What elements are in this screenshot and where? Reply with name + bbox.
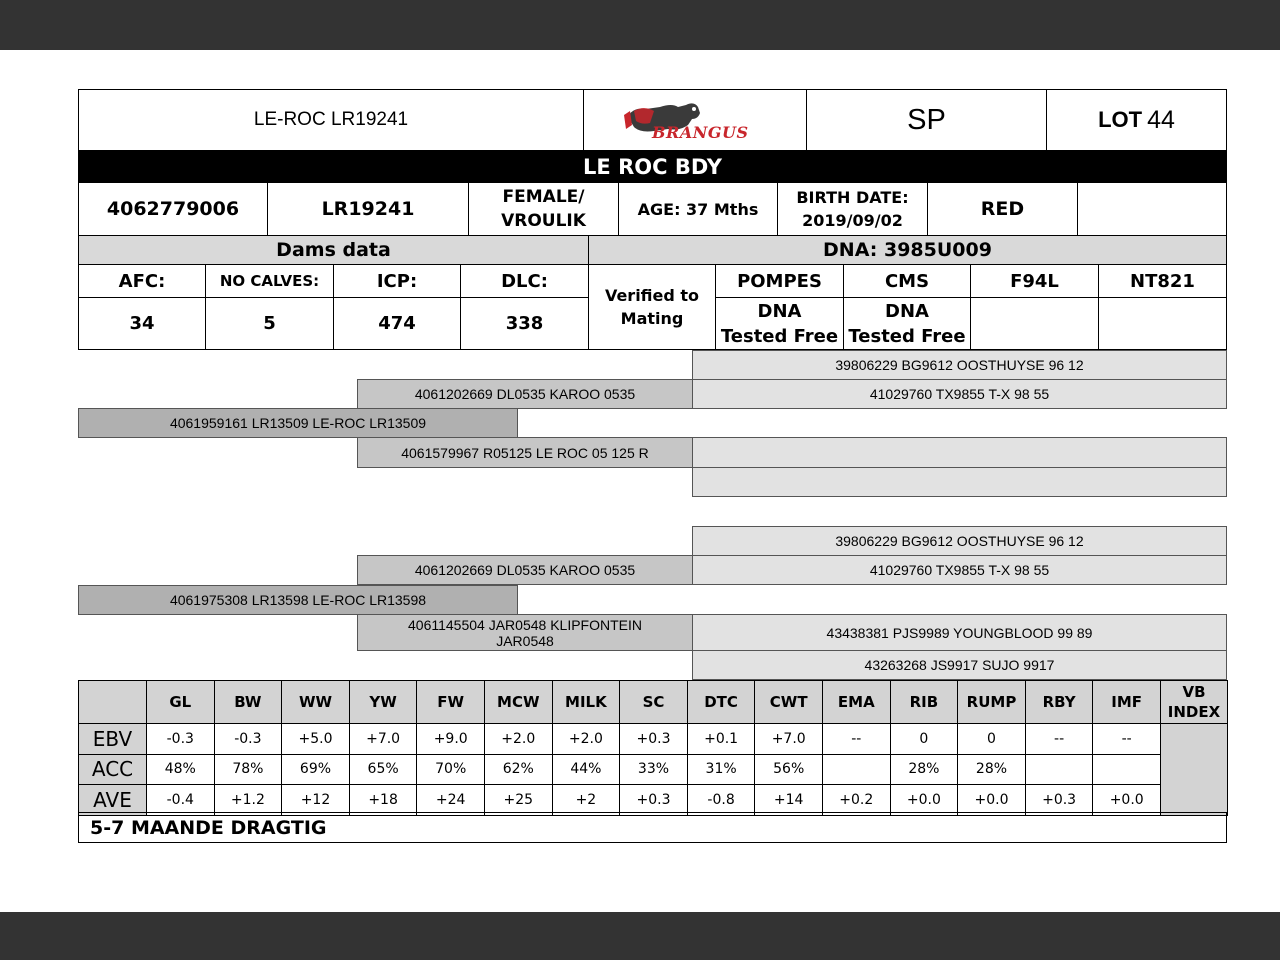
pedigree-sire-sire-dam: 41029760 TX9855 T-X 98 55: [692, 379, 1227, 409]
stats-cell: +0.0: [1092, 784, 1161, 816]
stats-header-fw: FW: [416, 680, 485, 724]
pedigree-dam-dam-dam: 43263268 JS9917 SUJO 9917: [692, 650, 1227, 680]
stats-cell: --: [822, 723, 891, 755]
stats-row-label-ave: AVE: [78, 784, 147, 816]
dna-test-cms: CMS: [843, 264, 971, 298]
lot-box: [1046, 89, 1227, 151]
stats-cell: [1025, 754, 1094, 786]
pregnancy-note: 5-7 MAANDE DRAGTIG: [78, 812, 1227, 843]
stats-cell: 44%: [552, 754, 621, 786]
dna-test-f94l: F94L: [970, 264, 1099, 298]
stats-cell: +7.0: [754, 723, 823, 755]
dams-value-icp: 474: [333, 297, 461, 350]
stats-cell: +2: [552, 784, 621, 816]
stats-header-ww: WW: [281, 680, 350, 724]
dams-data-title: Dams data: [78, 235, 589, 265]
stats-cell: +14: [754, 784, 823, 816]
animal-name: LE ROC BDY: [78, 150, 1227, 183]
stats-header-mcw: MCW: [484, 680, 553, 724]
stats-cell: +0.3: [1025, 784, 1094, 816]
pedigree-sire-sire: 4061202669 DL0535 KAROO 0535: [357, 379, 693, 409]
stats-cell: +2.0: [484, 723, 553, 755]
dna-result-f94l: [970, 297, 1099, 350]
grade: SP: [806, 89, 1047, 151]
pedigree-dam-sire-sire: 39806229 BG9612 OOSTHUYSE 96 12: [692, 526, 1227, 556]
dna-verified: Verified to Mating: [588, 264, 716, 350]
stats-cell: [1092, 754, 1161, 786]
lot-label: LOT: [1098, 107, 1143, 132]
stats-cell: 48%: [146, 754, 215, 786]
stats-cell: +2.0: [552, 723, 621, 755]
logo-text: BRANGUS: [652, 123, 749, 142]
stats-cell: 78%: [214, 754, 283, 786]
stats-header-bw: BW: [214, 680, 283, 724]
stats-cell: +24: [416, 784, 485, 816]
stats-header-gl: GL: [146, 680, 215, 724]
brangus-logo: [583, 89, 807, 151]
info-extra: [1077, 182, 1227, 236]
bottom-bar: [0, 912, 1280, 960]
stats-cell: +0.2: [822, 784, 891, 816]
stats-header-imf: IMF: [1092, 680, 1161, 724]
stats-cell: +0.0: [957, 784, 1026, 816]
top-bar: [0, 0, 1280, 50]
stats-cell: +12: [281, 784, 350, 816]
stats-corner: [78, 680, 147, 724]
stats-cell: +0.0: [890, 784, 959, 816]
stats-header-ema: EMA: [822, 680, 891, 724]
stats-cell: +0.3: [619, 784, 688, 816]
stats-header-rby: RBY: [1025, 680, 1094, 724]
pedigree-dam-dam: 4061145504 JAR0548 KLIPFONTEIN JAR0548: [357, 614, 693, 651]
dams-header-afc: AFC:: [78, 264, 206, 298]
stats-cell: +9.0: [416, 723, 485, 755]
stats-header-rump: RUMP: [957, 680, 1026, 724]
pedigree-dam-sire: 4061202669 DL0535 KAROO 0535: [357, 555, 693, 585]
age: AGE: 37 Mths: [618, 182, 778, 236]
stats-row-label-ebv: EBV: [78, 723, 147, 755]
dna-title: DNA: 3985U009: [588, 235, 1227, 265]
stats-cell: 28%: [957, 754, 1026, 786]
stats-cell: 62%: [484, 754, 553, 786]
stats-cell: -0.8: [687, 784, 756, 816]
stats-cell: 65%: [349, 754, 418, 786]
pedigree-dam: 4061975308 LR13598 LE-ROC LR13598: [78, 585, 518, 615]
dams-header-no-calves: NO CALVES:: [205, 264, 334, 298]
stats-cell: +7.0: [349, 723, 418, 755]
stats-cell: +1.2: [214, 784, 283, 816]
stats-cell: +5.0: [281, 723, 350, 755]
stats-cell: +18: [349, 784, 418, 816]
stats-index-value: [1160, 723, 1228, 816]
stats-header-milk: MILK: [552, 680, 621, 724]
pedigree-sire: 4061959161 LR13509 LE-ROC LR13509: [78, 408, 518, 438]
dams-value-no-calves: 5: [205, 297, 334, 350]
dna-test-nt821: NT821: [1098, 264, 1227, 298]
stats-cell: +25: [484, 784, 553, 816]
color: RED: [927, 182, 1078, 236]
stats-cell: 28%: [890, 754, 959, 786]
pedigree-sire-dam: 4061579967 R05125 LE ROC 05 125 R: [357, 437, 693, 468]
stats-header-dtc: DTC: [687, 680, 756, 724]
dna-result-nt821: [1098, 297, 1227, 350]
stats-cell: -0.3: [214, 723, 283, 755]
lot-number: 44: [1147, 105, 1175, 134]
dams-header-dlc: DLC:: [460, 264, 589, 298]
pedigree-sire-sire-sire: 39806229 BG9612 OOSTHUYSE 96 12: [692, 350, 1227, 380]
stats-cell: 33%: [619, 754, 688, 786]
sex: FEMALE/ VROULIK: [468, 182, 619, 236]
dna-test-pompes: POMPES: [715, 264, 844, 298]
stats-cell: 31%: [687, 754, 756, 786]
registered-name: LE-ROC LR19241: [78, 89, 584, 151]
stats-header-cwt: CWT: [754, 680, 823, 724]
dna-result-cms: DNA Tested Free: [843, 297, 971, 350]
stats-cell: 56%: [754, 754, 823, 786]
stats-header-yw: YW: [349, 680, 418, 724]
id-number: 4062779006: [78, 182, 268, 236]
stats-cell: [822, 754, 891, 786]
dams-header-icp: ICP:: [333, 264, 461, 298]
stats-header-rib: RIB: [890, 680, 959, 724]
birth-date: BIRTH DATE: 2019/09/02: [777, 182, 928, 236]
dams-value-dlc: 338: [460, 297, 589, 350]
stats-cell: 69%: [281, 754, 350, 786]
pedigree-sire-dam-sire: [692, 437, 1227, 468]
pedigree-sire-dam-dam: [692, 467, 1227, 497]
reg-number: LR19241: [267, 182, 469, 236]
stats-cell: 70%: [416, 754, 485, 786]
stats-cell: +0.1: [687, 723, 756, 755]
dna-result-pompes: DNA Tested Free: [715, 297, 844, 350]
stats-row-label-acc: ACC: [78, 754, 147, 786]
dams-value-afc: 34: [78, 297, 206, 350]
stats-cell: 0: [957, 723, 1026, 755]
stats-cell: 0: [890, 723, 959, 755]
pedigree-dam-sire-dam: 41029760 TX9855 T-X 98 55: [692, 555, 1227, 585]
stats-header-sc: SC: [619, 680, 688, 724]
stats-cell: -0.3: [146, 723, 215, 755]
stats-cell: --: [1092, 723, 1161, 755]
stats-cell: +0.3: [619, 723, 688, 755]
pedigree-dam-dam-sire: 43438381 PJS9989 YOUNGBLOOD 99 89: [692, 614, 1227, 651]
stats-cell: --: [1025, 723, 1094, 755]
stats-cell: -0.4: [146, 784, 215, 816]
stats-header-vb-index: VB INDEX: [1160, 680, 1228, 724]
